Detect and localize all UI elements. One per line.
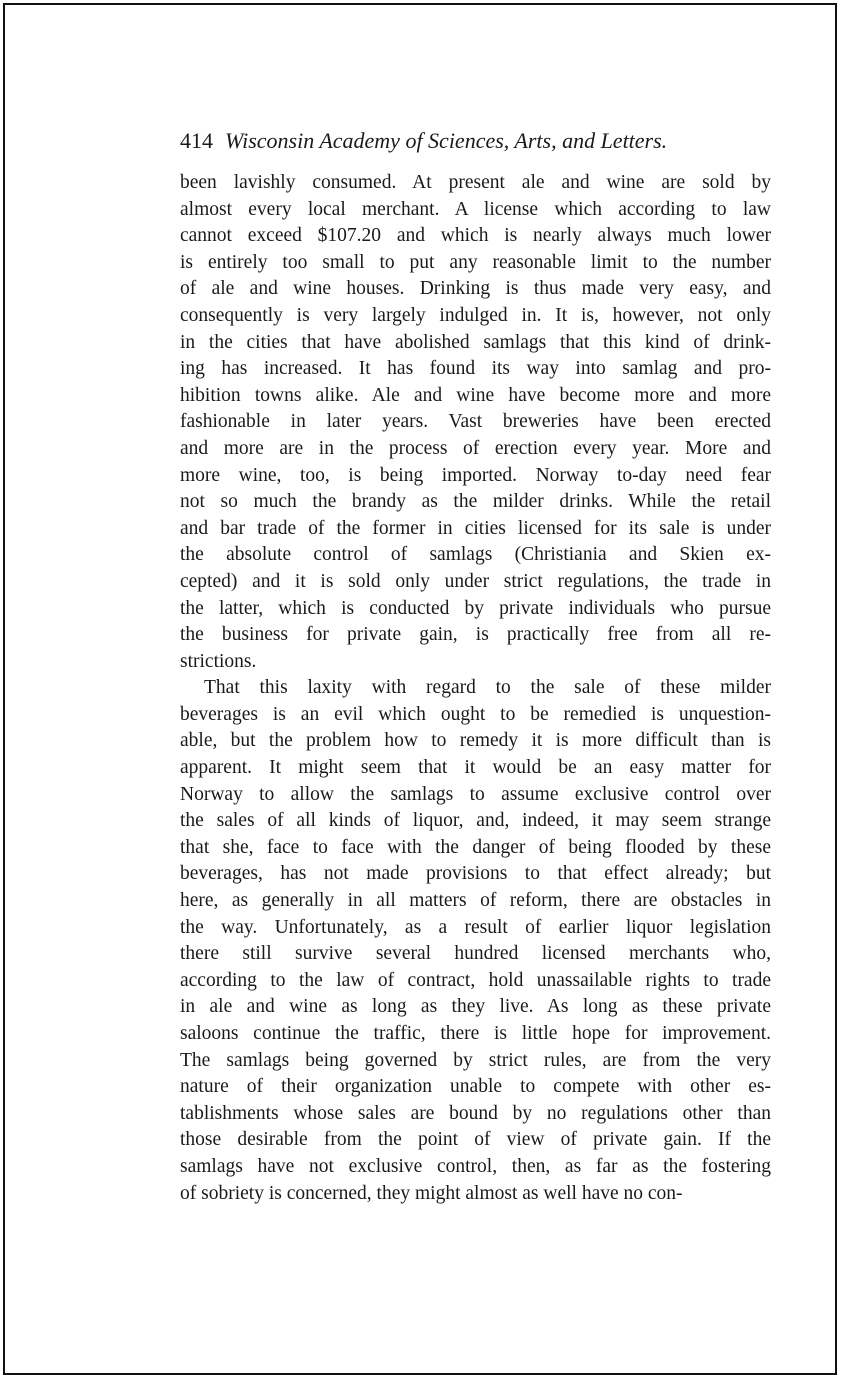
text-line: beverages is an evil which ought to be remedied is unquestion- [180, 703, 771, 725]
text-line: in the cities that have abolished samlags that this kind of drink- [180, 331, 771, 353]
text-line: those desirable from the point of view of private gain. If the [180, 1129, 771, 1151]
running-title: Wisconsin Academy of Sciences, Arts, and Letters. [225, 128, 668, 153]
text-line: the sales of all kinds of liquor, and, indeed, it may seem strange [180, 810, 771, 832]
text-line: of ale and wine houses. Drinking is thus made very easy, and [180, 278, 771, 300]
text-line: the latter, which is conducted by private individuals who pursue [180, 597, 771, 619]
text-line: consequently is very largely indulged in. It is, however, not only [180, 304, 771, 326]
text-line: able, but the problem how to remedy it is more difficult than is [180, 730, 771, 752]
text-line: hibition towns alike. Ale and wine have become more and more [180, 384, 771, 406]
text-line: strictions. [180, 650, 257, 672]
text-line: ing has increased. It has found its way into samlag and pro- [180, 358, 771, 380]
paragraph [180, 675, 771, 1207]
text-line: nature of their organization unable to compete with other es- [180, 1076, 771, 1098]
text-line: the way. Unfortunately, as a result of earlier liquor legislation [180, 916, 771, 938]
text-line: been lavishly consumed. At present ale and wine are sold by [180, 172, 771, 193]
text-line: the absolute control of samlags (Christiania and Skien ex- [180, 544, 771, 566]
text-line: according to the law of contract, hold unassailable rights to trade [180, 969, 771, 991]
text-line: The samlags being governed by strict rules, are from the very [180, 1049, 771, 1071]
text-line: of sobriety is concerned, they might almost as well have no con- [180, 1182, 683, 1204]
text-line: cannot exceed $107.20 and which is nearly always much lower [180, 225, 771, 247]
text-line: Norway to allow the samlags to assume exclusive control over [180, 783, 771, 805]
text-line: and bar trade of the former in cities licensed for its sale is under [180, 517, 771, 539]
text-line: here, as generally in all matters of reform, there are obstacles in [180, 890, 771, 912]
text-line: cepted) and it is sold only under strict regulations, the trade in [180, 570, 771, 592]
text-line: fashionable in later years. Vast breweries have been erected [180, 411, 771, 433]
text-line: saloons continue the traffic, there is little hope for improvement. [180, 1023, 771, 1044]
text-line: is entirely too small to put any reasonable limit to the number [180, 251, 771, 273]
paragraph [180, 170, 771, 675]
text-line: almost every local merchant. A license which according to law [180, 198, 771, 220]
text-line: the business for private gain, is practically free from all re- [180, 624, 771, 646]
text-line: That this laxity with regard to the sale of these milder [204, 677, 771, 699]
text-line: not so much the brandy as the milder drinks. While the retail [180, 491, 771, 513]
text-line: samlags have not exclusive control, then, as far as the fostering [180, 1155, 771, 1177]
text-line: that she, face to face with the danger of being flooded by these [180, 836, 771, 858]
text-line: and more are in the process of erection every year. More and [180, 437, 771, 459]
text-line: apparent. It might seem that it would be an easy matter for [180, 757, 771, 779]
page-number: 414 [180, 128, 213, 153]
text-line: more wine, too, is being imported. Norway to-day need fear [180, 464, 771, 486]
body-text [180, 170, 771, 1207]
text-line: in ale and wine as long as they live. As long as these private [180, 996, 771, 1018]
text-line: there still survive several hundred licensed merchants who, [180, 943, 771, 965]
text-line: beverages, has not made provisions to that effect already; but [180, 863, 771, 885]
text-line: tablishments whose sales are bound by no regulations other than [180, 1102, 771, 1124]
running-header [180, 124, 780, 158]
